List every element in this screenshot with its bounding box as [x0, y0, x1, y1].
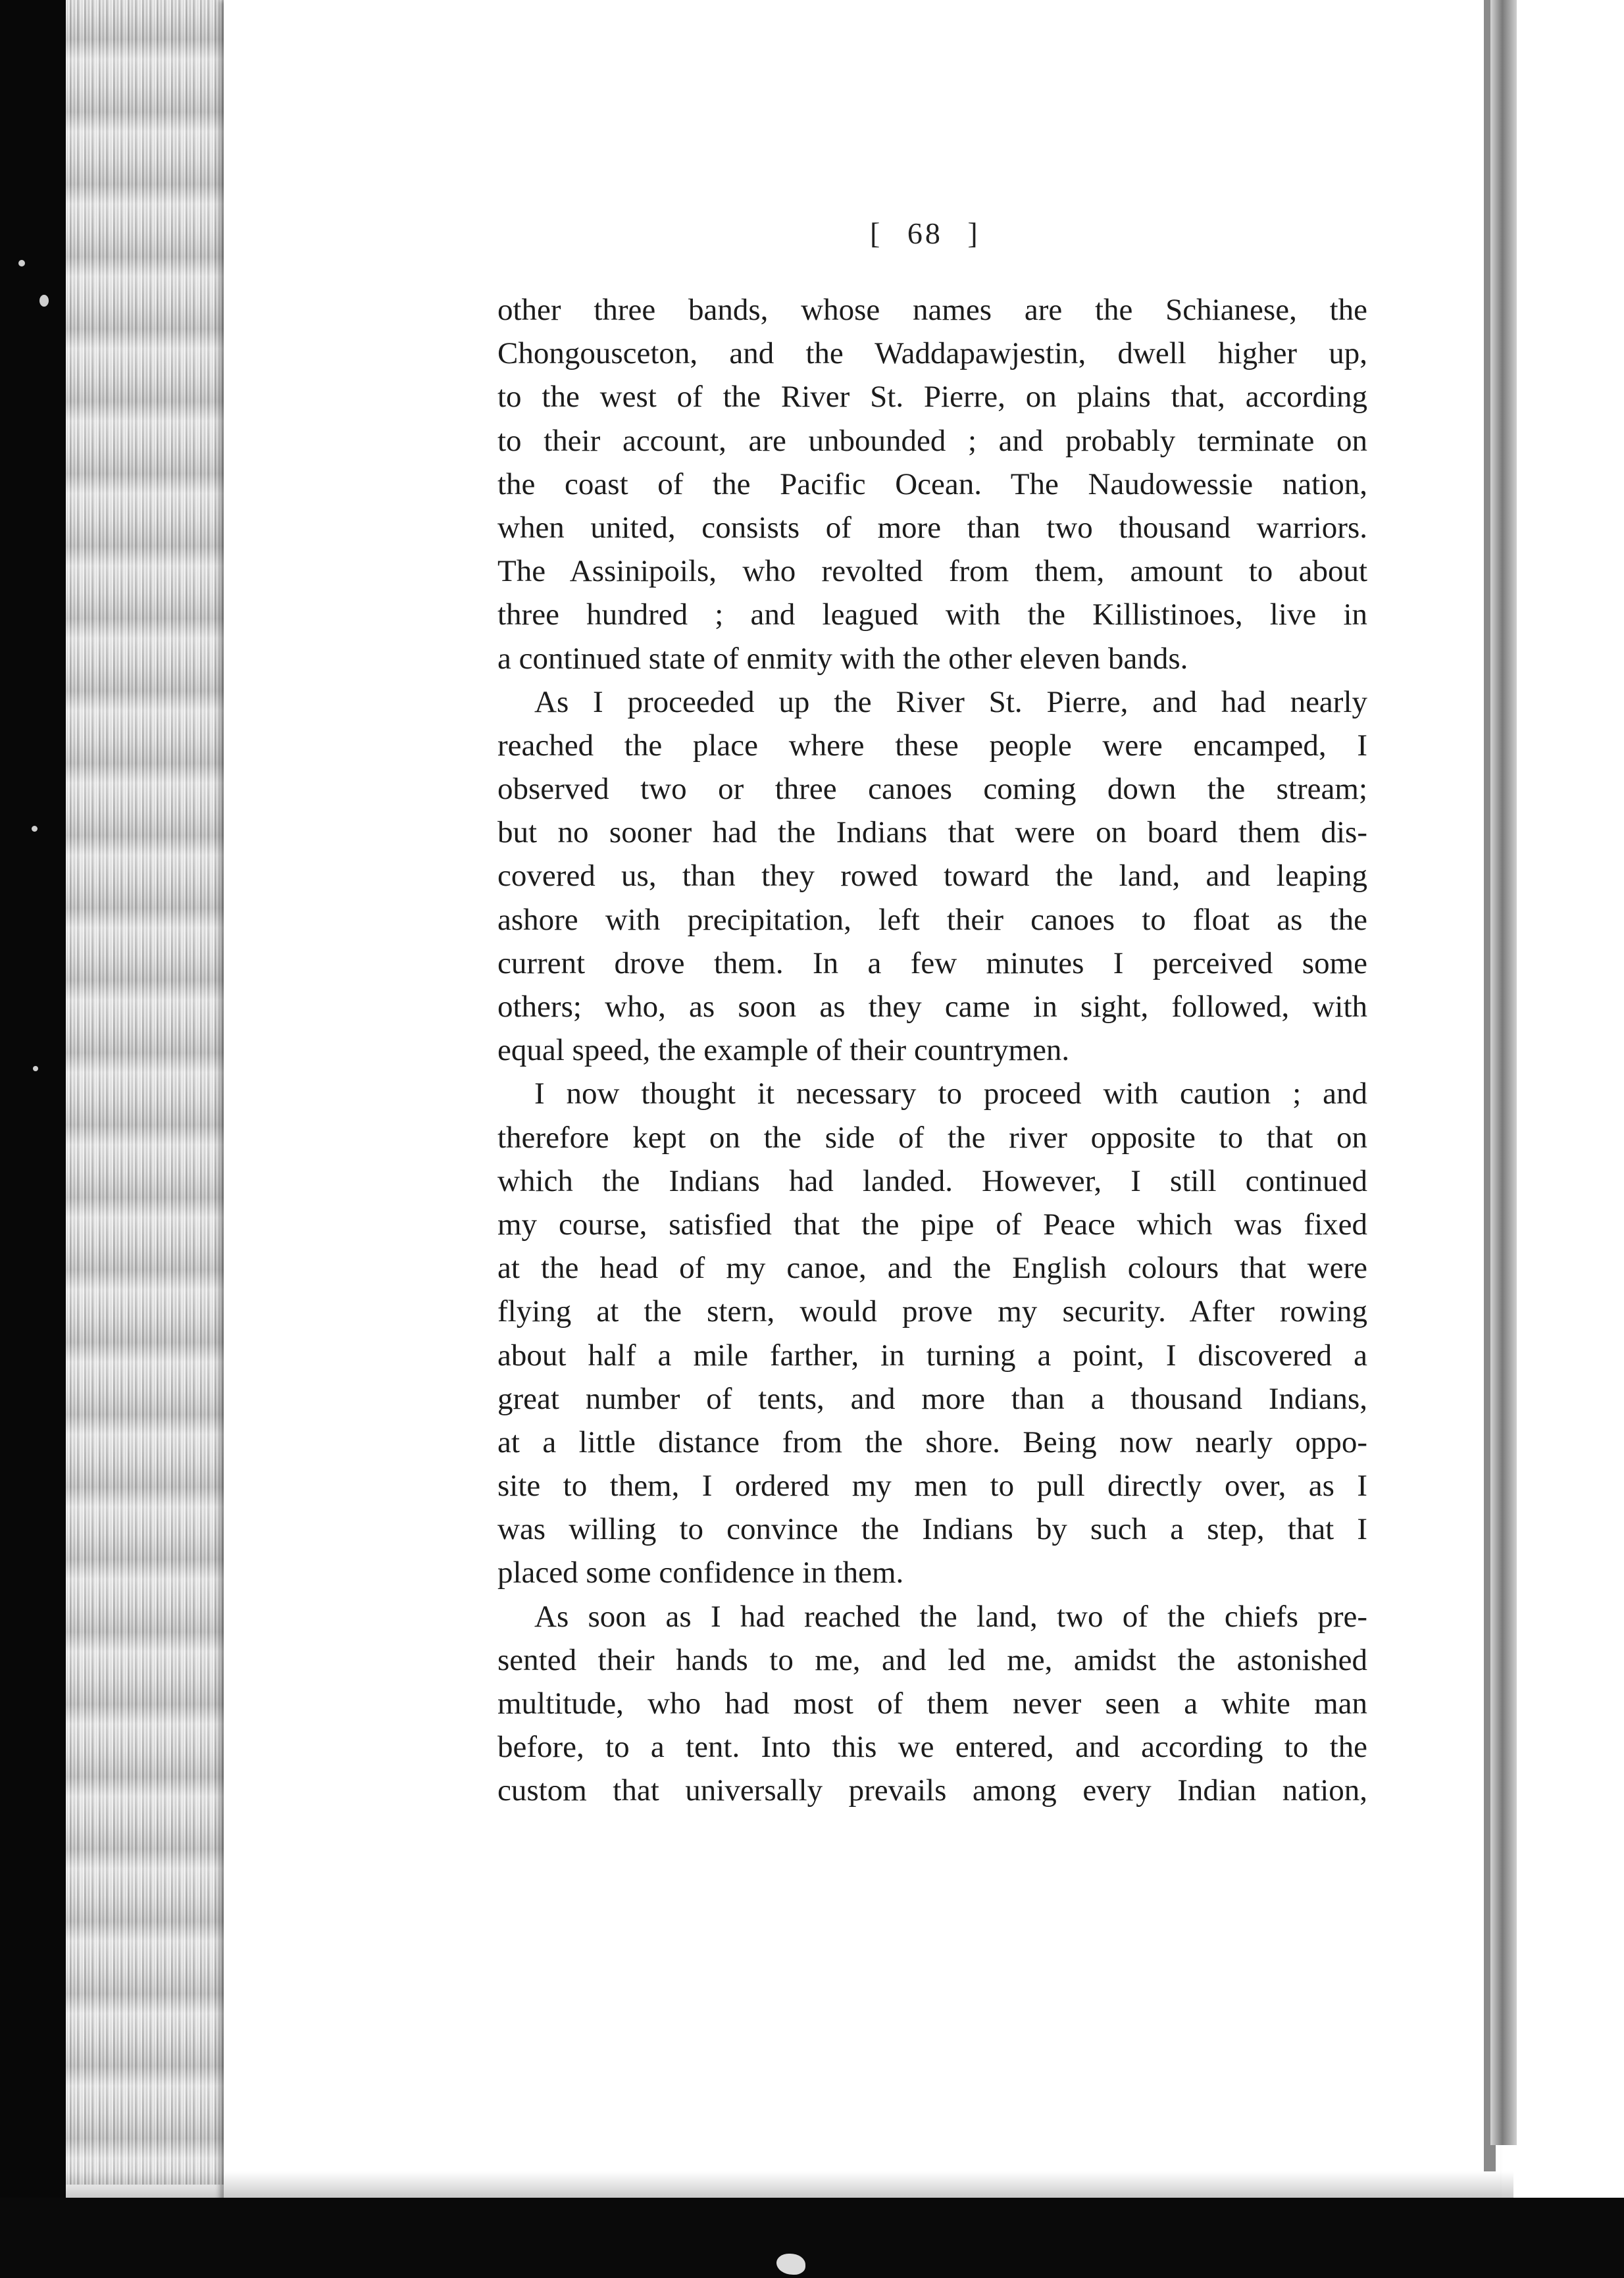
text-line: custom that universally prevails among every Indian nation, [497, 1773, 1367, 1808]
text-line: others; who, as soon as they came in sight, followed, with [497, 990, 1367, 1024]
scanner-bed-bottom [0, 2198, 1624, 2278]
text-line: the coast of the Pacific Ocean. The Naudowessie nation, [497, 467, 1367, 501]
text-line: other three bands, whose names are the Schianese, the [497, 293, 1367, 327]
text-line: a continued state of enmity with the other eleven bands. [497, 641, 1188, 676]
text-line: observed two or three canoes coming down the stream; [497, 772, 1367, 807]
text-line: Chongousceton, and the Waddapawjestin, dwell higher up, [497, 336, 1367, 371]
edge-speck [32, 826, 38, 832]
text-line: which the Indians had landed. However, I still continued [497, 1163, 1367, 1198]
text-line: before, to a tent. Into this we entered, and according to the [497, 1730, 1367, 1765]
text-line: at the head of my canoe, and the English colours that were [497, 1251, 1367, 1286]
text-line: reached the place where these people were encamped, I [497, 728, 1367, 763]
text-line: current drove them. In a few minutes I perceived some [497, 946, 1367, 980]
text-line: great number of tents, and more than a thousand Indians, [497, 1381, 1367, 1416]
edge-speck [33, 1066, 38, 1071]
text-line: As I proceeded up the River St. Pierre, and had nearly [534, 684, 1367, 719]
header-bracket-close: ] [967, 216, 980, 250]
text-line: three hundred ; and leagued with the Killistinoes, live in [497, 597, 1367, 632]
text-line: As soon as I had reached the land, two of the chiefs pre- [534, 1599, 1367, 1634]
text-line: sented their hands to me, and led me, amidst the astonished [497, 1642, 1367, 1677]
text-line: my course, satisfied that the pipe of Peace which was fixed [497, 1207, 1367, 1242]
text-line: but no sooner had the Indians that were on board them dis- [497, 815, 1367, 850]
text-line: covered us, than they rowed toward the land, and leaping [497, 859, 1367, 894]
text-line: equal speed, the example of their countrymen. [497, 1033, 1070, 1068]
text-line: about half a mile farther, in turning a point, I discovered a [497, 1338, 1367, 1373]
page-number: 68 [907, 216, 943, 250]
edge-speck [39, 295, 49, 307]
book-page-edges [66, 0, 230, 2185]
text-line: at a little distance from the shore. Being now nearly oppo- [497, 1425, 1367, 1459]
text-line: flying at the stern, would prove my security. After rowing [497, 1294, 1367, 1329]
text-line: I now thought it necessary to proceed with caution ; and [534, 1076, 1367, 1111]
header-bracket-open: [ [870, 216, 883, 250]
text-line: therefore kept on the side of the river opposite to that on [497, 1120, 1367, 1155]
text-line: when united, consists of more than two thousand warriors. [497, 510, 1367, 545]
text-line: placed some confidence in them. [497, 1556, 904, 1590]
scanner-bed-left [0, 0, 66, 2278]
text-line: to the west of the River St. Pierre, on plains that, according [497, 380, 1367, 415]
text-line: multitude, who had most of them never seen a white man [497, 1686, 1367, 1721]
text-line: to their account, are unbounded ; and probably terminate on [497, 423, 1367, 458]
body-text [497, 288, 1367, 1813]
text-line: was willing to convince the Indians by such a step, that I [497, 1512, 1367, 1547]
edge-speck [18, 260, 25, 266]
book-binding [1490, 0, 1517, 2145]
facing-page-edge [1517, 0, 1624, 2278]
text-line: The Assinipoils, who revolted from them, amount to about [497, 554, 1367, 589]
page-number-header [855, 216, 995, 251]
text-line: ashore with precipitation, left their canoes to float as the [497, 902, 1367, 937]
text-line: site to them, I ordered my men to pull directly over, as I [497, 1469, 1367, 1504]
